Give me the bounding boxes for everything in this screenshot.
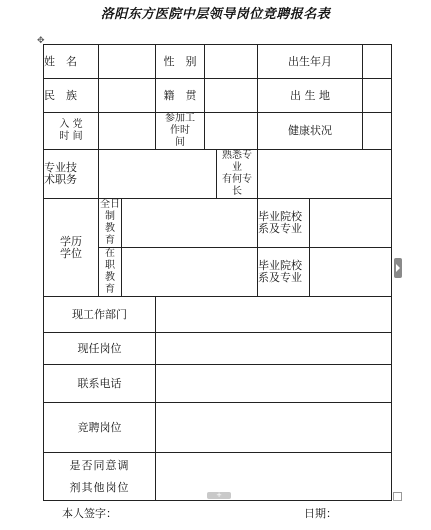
gender-label: 性 别 <box>156 45 205 79</box>
table-resize-icon[interactable] <box>393 492 402 501</box>
education-label: 学历 学位 <box>44 199 99 297</box>
application-form-table <box>43 44 392 501</box>
inservice-school-label: 毕业院校 系及专业 <box>258 248 310 297</box>
gender-value[interactable] <box>205 45 258 79</box>
expand-handle-icon[interactable] <box>394 258 402 278</box>
health-value[interactable] <box>363 113 392 150</box>
party-join-label: 入 党 时 间 <box>44 113 99 150</box>
health-label: 健康状况 <box>258 113 363 150</box>
apply-position-value[interactable] <box>156 403 392 453</box>
native-place-value[interactable] <box>205 79 258 113</box>
name-label: 姓 名 <box>44 45 99 79</box>
fulltime-school-value[interactable] <box>310 199 392 248</box>
inservice-education-label: 在 职 教 育 <box>99 248 122 297</box>
position-value[interactable] <box>156 333 392 365</box>
ethnicity-label: 民 族 <box>44 79 99 113</box>
tech-title-label: 专业技 术职务 <box>44 150 99 199</box>
birth-date-value[interactable] <box>363 45 392 79</box>
fulltime-school-label: 毕业院校 系及专业 <box>258 199 310 248</box>
department-label: 现工作部门 <box>44 297 156 333</box>
party-join-value[interactable] <box>99 113 156 150</box>
signature-label: 本人签字： <box>62 507 117 520</box>
expertise-label: 熟悉专 业 有何专 长 <box>217 150 258 199</box>
birthplace-label: 出 生 地 <box>258 79 363 113</box>
name-value[interactable] <box>99 45 156 79</box>
native-place-label: 籍 贯 <box>156 79 205 113</box>
table-move-icon[interactable]: ✥ <box>37 36 45 46</box>
position-label: 现任岗位 <box>44 333 156 365</box>
phone-value[interactable] <box>156 365 392 403</box>
birth-date-label: 出生年月 <box>258 45 363 79</box>
work-start-label: 参加工 作时 间 <box>156 113 205 150</box>
inservice-school-value[interactable] <box>310 248 392 297</box>
fulltime-education-label: 全日 制 教 育 <box>100 199 120 246</box>
phone-label: 联系电话 <box>44 365 156 403</box>
ethnicity-value[interactable] <box>99 79 156 113</box>
department-value[interactable] <box>156 297 392 333</box>
transfer-label: 是否同意调 剂其他岗位 <box>44 453 156 501</box>
birthplace-value[interactable] <box>363 79 392 113</box>
add-row-handle-icon[interactable]: + <box>207 492 231 499</box>
fulltime-education-value[interactable] <box>122 199 258 248</box>
work-start-value[interactable] <box>205 113 258 150</box>
apply-position-label: 竞聘岗位 <box>44 403 156 453</box>
transfer-value[interactable] <box>156 453 392 501</box>
form-title: 洛阳东方医院中层领导岗位竞聘报名表 <box>100 7 331 22</box>
expertise-value[interactable] <box>258 150 392 199</box>
date-label: 日期： <box>304 507 337 520</box>
inservice-education-value[interactable] <box>122 248 258 297</box>
tech-title-value[interactable] <box>99 150 217 199</box>
